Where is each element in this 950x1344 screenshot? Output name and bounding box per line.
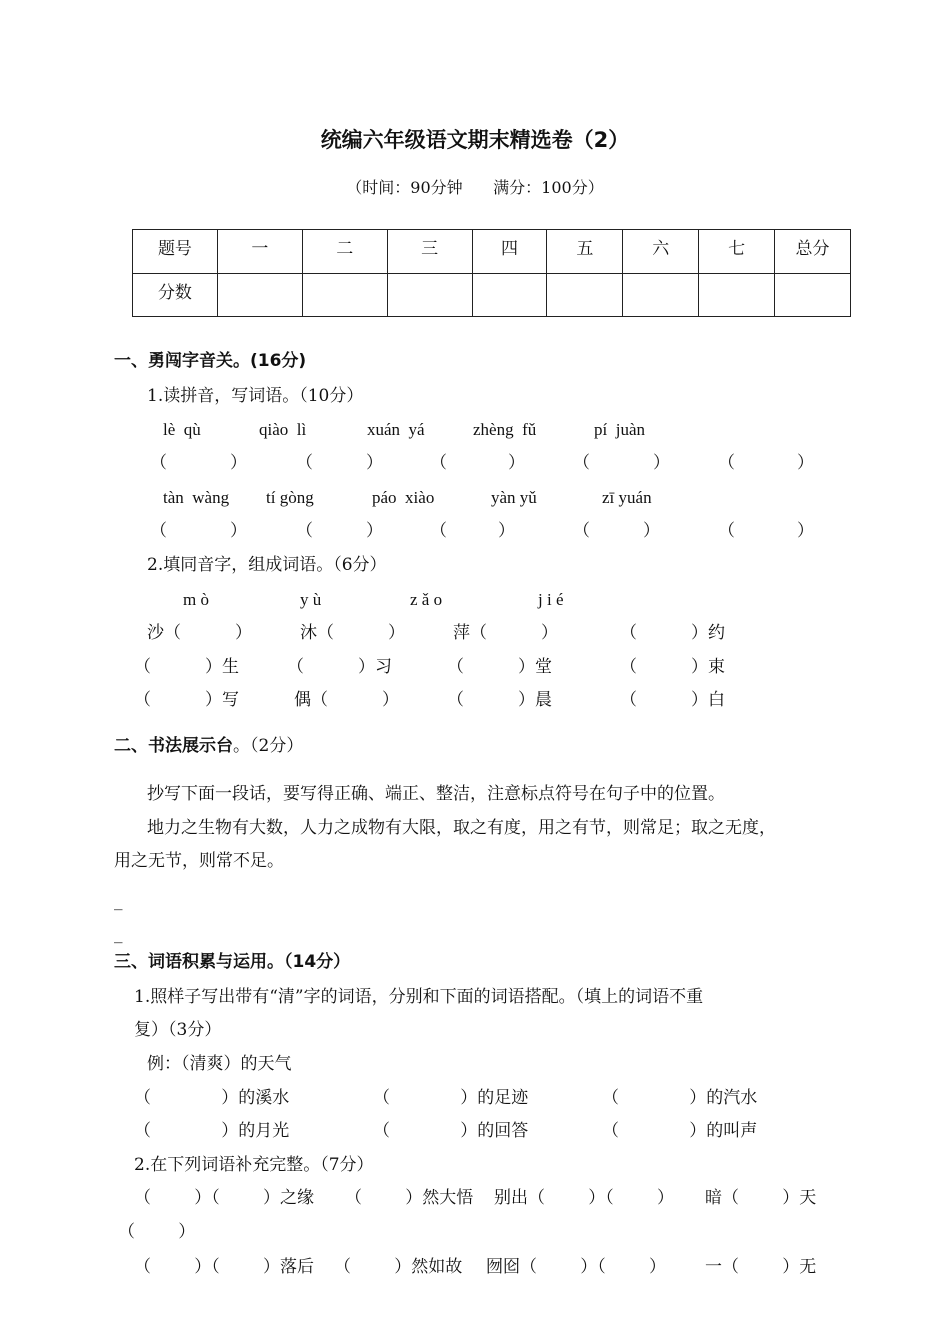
pinyin: pí juàn bbox=[594, 420, 645, 439]
score-cell-empty[interactable] bbox=[699, 273, 775, 317]
answer-bracket-close: ） bbox=[366, 521, 383, 541]
collocation-item: （ ）的足迹 bbox=[373, 1088, 529, 1108]
score-cell-empty[interactable] bbox=[387, 273, 472, 317]
collocation-item: （ ）的汽水 bbox=[602, 1088, 758, 1108]
score-cell: 二 bbox=[302, 230, 387, 274]
answer-bracket-close: ） bbox=[366, 453, 383, 473]
q1-prompt-cont: 复）（3分） bbox=[134, 1020, 222, 1040]
score-cell-empty[interactable] bbox=[547, 273, 623, 317]
section3-heading: 三、词语积累与运用。（14分） bbox=[114, 952, 351, 972]
answer-bracket-open: （ bbox=[430, 521, 447, 541]
collocation-item: （ ）的回答 bbox=[373, 1121, 529, 1141]
answer-bracket-close: ） bbox=[230, 521, 247, 541]
answer-bracket-open: （ bbox=[296, 521, 313, 541]
score-cell: 六 bbox=[623, 230, 699, 274]
answer-bracket-close: ） bbox=[643, 521, 660, 541]
answer-bracket-close: ） bbox=[797, 521, 814, 541]
writing-line-mark[interactable]: _ bbox=[114, 891, 123, 911]
pinyin: tí gòng bbox=[266, 488, 314, 507]
score-cell-label: 分数 bbox=[133, 273, 218, 317]
idiom-item: 一（ ）无 bbox=[705, 1257, 817, 1277]
idiom-item: （ ）（ ）之缘 bbox=[134, 1188, 314, 1208]
copy-instruction: 抄写下面一段话，要写得正确、端正、整洁，注意标点符号在句子中的位置。 bbox=[147, 784, 725, 804]
answer-bracket-open: （ bbox=[573, 521, 590, 541]
idiom-item: （ ）然大悟 bbox=[345, 1188, 474, 1208]
pinyin: zī yuán bbox=[602, 488, 652, 507]
pinyin: zhèng fǔ bbox=[473, 420, 537, 439]
collocation-item: （ ）的溪水 bbox=[134, 1088, 290, 1108]
score-cell-empty[interactable] bbox=[217, 273, 302, 317]
homophone-item: （ ）写 bbox=[134, 690, 240, 710]
score-cell: 三 bbox=[387, 230, 472, 274]
idiom-item: （ ）（ ）落后 bbox=[134, 1257, 314, 1277]
score-table-score-row bbox=[133, 273, 851, 317]
score-cell-empty[interactable] bbox=[623, 273, 699, 317]
homophone-item: （ ）习 bbox=[287, 657, 393, 677]
homophone-item: （ ）约 bbox=[620, 623, 726, 643]
homophone-item: （ ）堂 bbox=[447, 657, 553, 677]
pinyin: tàn wàng bbox=[163, 488, 230, 507]
q2-prompt: 2.填同音字，组成词语。（6分） bbox=[147, 555, 387, 575]
copy-passage-line: 地力之生物有大数，人力之成物有大限，取之有度，用之有节，则常足；取之无度， bbox=[147, 818, 776, 838]
pinyin: lè qù bbox=[163, 420, 201, 439]
section2-heading-text: 二、书法展示台 bbox=[114, 736, 233, 756]
homophone-item: 萍（ ） bbox=[453, 623, 559, 643]
idiom-item: 暗（ ）天 bbox=[705, 1188, 817, 1208]
homophone-item: （ ）束 bbox=[620, 657, 726, 677]
copy-passage-line: 用之无节，则常不足。 bbox=[114, 851, 284, 871]
example-line: 例：（清爽）的天气 bbox=[147, 1054, 292, 1074]
answer-bracket-close: ） bbox=[797, 453, 814, 473]
collocation-item: （ ）的叫声 bbox=[602, 1121, 758, 1141]
answer-bracket-close: ） bbox=[653, 453, 670, 473]
score-cell: 四 bbox=[472, 230, 547, 274]
answer-bracket-close: ） bbox=[498, 521, 515, 541]
idiom-item: 囫囵（ ）（ ） bbox=[486, 1257, 666, 1277]
section1-heading: 一、勇闯字音关。(16分) bbox=[114, 351, 307, 371]
pinyin: j i é bbox=[538, 590, 564, 609]
homophone-item: 偶（ ） bbox=[294, 690, 400, 710]
answer-bracket-open: （ bbox=[150, 453, 167, 473]
pinyin: qiào lì bbox=[259, 420, 307, 439]
answer-bracket-open: （ bbox=[718, 521, 735, 541]
homophone-item: 沙（ ） bbox=[147, 623, 253, 643]
exam-info: （时间：90分钟 满分：100分） bbox=[346, 178, 604, 197]
pinyin: m ò bbox=[183, 590, 209, 609]
score-cell-empty[interactable] bbox=[472, 273, 547, 317]
answer-bracket-open: （ bbox=[573, 453, 590, 473]
q2-prompt: 2.在下列词语补充完整。（7分） bbox=[134, 1155, 374, 1175]
idiom-item: （ ）然如故 bbox=[334, 1257, 463, 1277]
collocation-item: （ ）的月光 bbox=[134, 1121, 290, 1141]
homophone-item: （ ）生 bbox=[134, 657, 240, 677]
writing-line-mark[interactable]: _ bbox=[114, 924, 123, 944]
score-cell: 五 bbox=[547, 230, 623, 274]
idiom-item: 别出（ ）（ ） bbox=[494, 1188, 674, 1208]
answer-bracket-open: （ bbox=[718, 453, 735, 473]
score-cell: 总分 bbox=[775, 230, 851, 274]
pinyin: z ǎ o bbox=[410, 590, 443, 609]
homophone-item: （ ）晨 bbox=[447, 690, 553, 710]
score-cell: 一 bbox=[217, 230, 302, 274]
homophone-item: （ ）白 bbox=[620, 690, 726, 710]
answer-bracket-open: （ bbox=[296, 453, 313, 473]
answer-bracket-close: ） bbox=[230, 453, 247, 473]
q1-prompt: 1.照样子写出带有“清”字的词语，分别和下面的词语搭配。（填上的词语不重 bbox=[134, 987, 704, 1007]
section2-heading-score: 。（2分） bbox=[233, 736, 304, 756]
score-cell-empty[interactable] bbox=[775, 273, 851, 317]
pinyin: páo xiào bbox=[372, 488, 435, 507]
pinyin: y ù bbox=[300, 590, 322, 609]
q1-prompt: 1.读拼音，写词语。（10分） bbox=[147, 386, 364, 406]
answer-bracket-open: （ bbox=[430, 453, 447, 473]
page-title: 统编六年级语文期末精选卷（2） bbox=[320, 128, 630, 152]
score-table-header-row bbox=[133, 230, 851, 274]
pinyin: yàn yǔ bbox=[491, 488, 537, 507]
answer-bracket-open: （ bbox=[150, 521, 167, 541]
score-cell-empty[interactable] bbox=[302, 273, 387, 317]
idiom-item-wrap: （ ） bbox=[118, 1222, 196, 1242]
score-table bbox=[132, 229, 851, 317]
score-cell: 七 bbox=[699, 230, 775, 274]
section2-heading bbox=[114, 738, 303, 755]
homophone-item: 沐（ ） bbox=[300, 623, 406, 643]
answer-bracket-close: ） bbox=[508, 453, 525, 473]
score-cell: 题号 bbox=[133, 230, 218, 274]
pinyin: xuán yá bbox=[367, 420, 425, 439]
